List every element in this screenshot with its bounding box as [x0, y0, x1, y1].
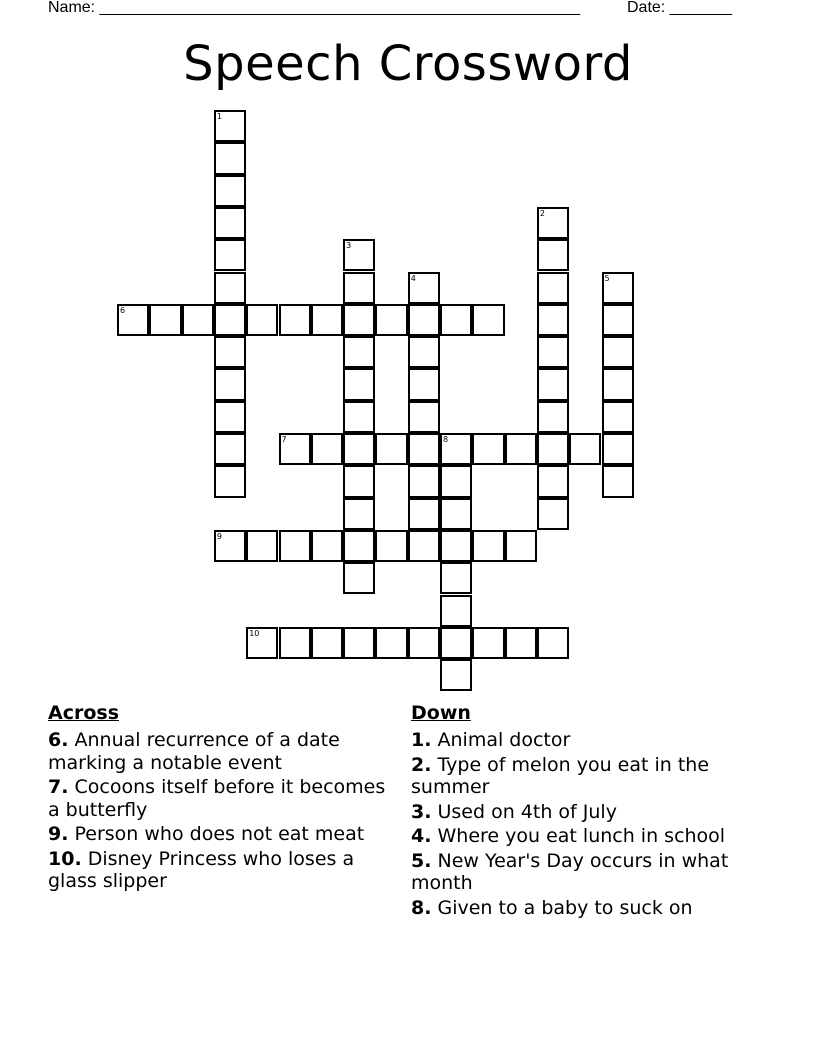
- clue-text: New Year's Day occurs in what month: [411, 849, 729, 894]
- grid-cell[interactable]: [343, 562, 375, 594]
- clue-number: 9.: [48, 823, 69, 845]
- grid-cell[interactable]: [343, 272, 375, 304]
- down-clue: [411, 825, 756, 848]
- grid-cell[interactable]: [214, 142, 246, 174]
- grid-cell[interactable]: [279, 433, 311, 465]
- grid-cell[interactable]: [214, 368, 246, 400]
- across-clues: [48, 702, 393, 895]
- grid-cell[interactable]: [214, 207, 246, 239]
- across-clue: [48, 729, 393, 774]
- grid-cell[interactable]: [472, 627, 504, 659]
- grid-cell[interactable]: [537, 368, 569, 400]
- date-field-line: Date: _______: [627, 0, 732, 16]
- across-clue: [48, 823, 393, 846]
- clue-text: Given to a baby to suck on: [437, 896, 693, 919]
- grid-cell[interactable]: [408, 401, 440, 433]
- clue-text: Used on 4th of July: [437, 800, 617, 823]
- cell-number: 6: [120, 305, 126, 315]
- down-clue: [411, 850, 756, 895]
- grid-cell[interactable]: [343, 627, 375, 659]
- cell-number: 1: [216, 112, 222, 121]
- down-heading: Down: [411, 702, 471, 724]
- cell-number: 10: [249, 628, 260, 638]
- cell-number: 4: [410, 273, 416, 283]
- grid-cell[interactable]: [279, 627, 311, 659]
- cell-number: 3: [346, 241, 352, 251]
- clue-text: Annual recurrence of a date marking a notable event: [48, 729, 340, 774]
- grid-cell[interactable]: [214, 433, 246, 465]
- grid-cell[interactable]: [375, 433, 407, 465]
- clue-number: 7.: [48, 776, 69, 798]
- down-clue: [411, 801, 756, 824]
- grid-cell[interactable]: [537, 207, 569, 239]
- grid-cell[interactable]: [343, 498, 375, 530]
- grid-cell[interactable]: [537, 465, 569, 497]
- grid-cell[interactable]: [602, 401, 634, 433]
- grid-cell[interactable]: [537, 336, 569, 368]
- grid-cell[interactable]: [408, 498, 440, 530]
- grid-cell[interactable]: [440, 627, 472, 659]
- grid-cell[interactable]: [505, 530, 537, 562]
- grid-cell[interactable]: [440, 659, 472, 691]
- clue-number: 8.: [411, 896, 432, 919]
- clue-text: Where you eat lunch in school: [437, 825, 726, 847]
- grid-cell[interactable]: [505, 433, 537, 465]
- grid-cell[interactable]: [602, 304, 634, 336]
- across-clue-list: [48, 729, 393, 893]
- grid-cell[interactable]: [214, 239, 246, 271]
- grid-cell[interactable]: [440, 465, 472, 497]
- grid-cell[interactable]: [375, 304, 407, 336]
- down-clue-list: [411, 729, 756, 919]
- down-clues: [411, 702, 756, 921]
- grid-cell[interactable]: [246, 627, 278, 659]
- down-clue: [411, 729, 756, 752]
- clue-number: 3.: [411, 800, 432, 823]
- grid-cell[interactable]: [537, 239, 569, 271]
- grid-cell[interactable]: [537, 304, 569, 336]
- grid-cell[interactable]: [408, 272, 440, 304]
- grid-cell[interactable]: [343, 368, 375, 400]
- clue-text: Type of melon you eat in the summer: [411, 753, 710, 798]
- grid-cell[interactable]: [408, 336, 440, 368]
- grid-cell[interactable]: [505, 627, 537, 659]
- grid-cell[interactable]: [343, 336, 375, 368]
- grid-cell[interactable]: [214, 272, 246, 304]
- grid-cell[interactable]: [472, 433, 504, 465]
- clue-number: 10.: [48, 847, 82, 870]
- grid-cell[interactable]: [343, 304, 375, 336]
- grid-cell[interactable]: [279, 304, 311, 336]
- grid-cell[interactable]: [343, 239, 375, 271]
- cell-number: 7: [281, 435, 287, 444]
- grid-cell[interactable]: [537, 272, 569, 304]
- grid-cell[interactable]: [311, 530, 343, 562]
- down-clue: [411, 897, 756, 920]
- grid-cell[interactable]: [214, 336, 246, 368]
- grid-cell[interactable]: [246, 530, 278, 562]
- cell-number: 2: [539, 208, 545, 218]
- clue-text: Person who does not eat meat: [74, 823, 365, 845]
- grid-cell[interactable]: [214, 175, 246, 207]
- clue-number: 1.: [411, 729, 432, 751]
- grid-cell[interactable]: [408, 368, 440, 400]
- across-clue: [48, 848, 393, 893]
- grid-cell[interactable]: [537, 498, 569, 530]
- grid-cell[interactable]: [537, 401, 569, 433]
- grid-cell[interactable]: [408, 530, 440, 562]
- grid-cell[interactable]: [279, 530, 311, 562]
- grid-cell[interactable]: [537, 433, 569, 465]
- cell-number: 5: [604, 273, 610, 283]
- grid-cell[interactable]: [214, 401, 246, 433]
- name-field-line: Name: ______________________________________________________: [48, 0, 581, 16]
- cell-number: 9: [216, 531, 222, 541]
- grid-cell[interactable]: [602, 465, 634, 497]
- down-clue: [411, 754, 756, 799]
- grid-cell[interactable]: [440, 498, 472, 530]
- grid-cell[interactable]: [311, 304, 343, 336]
- grid-cell[interactable]: [602, 272, 634, 304]
- grid-cell[interactable]: [472, 304, 504, 336]
- clue-number: 5.: [411, 849, 432, 872]
- grid-cell[interactable]: [440, 530, 472, 562]
- grid-cell[interactable]: [214, 530, 246, 562]
- grid-cell[interactable]: [472, 530, 504, 562]
- grid-cell[interactable]: [408, 304, 440, 336]
- grid-cell[interactable]: [214, 304, 246, 336]
- grid-cell[interactable]: [440, 304, 472, 336]
- grid-cell[interactable]: [149, 304, 181, 336]
- grid-cell[interactable]: [311, 433, 343, 465]
- clue-number: 4.: [411, 825, 432, 847]
- clue-number: 2.: [411, 753, 432, 776]
- grid-cell[interactable]: [408, 465, 440, 497]
- grid-cell[interactable]: [246, 304, 278, 336]
- grid-cell[interactable]: [602, 336, 634, 368]
- grid-cell[interactable]: [311, 627, 343, 659]
- grid-cell[interactable]: [214, 110, 246, 142]
- clue-text: Disney Princess who loses a glass slipper: [48, 847, 355, 892]
- grid-cell[interactable]: [537, 627, 569, 659]
- grid-cell[interactable]: [375, 627, 407, 659]
- grid-cell[interactable]: [343, 530, 375, 562]
- grid-cell[interactable]: [440, 433, 472, 465]
- grid-cell[interactable]: [408, 627, 440, 659]
- grid-cell[interactable]: [182, 304, 214, 336]
- across-clue: [48, 776, 393, 821]
- grid-cell[interactable]: [214, 465, 246, 497]
- grid-cell[interactable]: [343, 433, 375, 465]
- across-heading: Across: [48, 702, 120, 724]
- grid-cell[interactable]: [343, 401, 375, 433]
- grid-cell[interactable]: [375, 530, 407, 562]
- cell-number: 8: [443, 435, 449, 444]
- clue-text: Cocoons itself before it becomes a butterfly: [48, 776, 386, 821]
- grid-cell[interactable]: [440, 562, 472, 594]
- grid-cell[interactable]: [569, 433, 601, 465]
- grid-cell[interactable]: [343, 465, 375, 497]
- grid-cell[interactable]: [602, 368, 634, 400]
- grid-cell[interactable]: [117, 304, 149, 336]
- clue-number: 6.: [48, 729, 69, 751]
- grid-cell[interactable]: [602, 433, 634, 465]
- grid-cell[interactable]: [408, 433, 440, 465]
- grid-cell[interactable]: [440, 595, 472, 627]
- page-title: Speech Crossword: [183, 36, 633, 92]
- clue-text: Animal doctor: [437, 729, 571, 751]
